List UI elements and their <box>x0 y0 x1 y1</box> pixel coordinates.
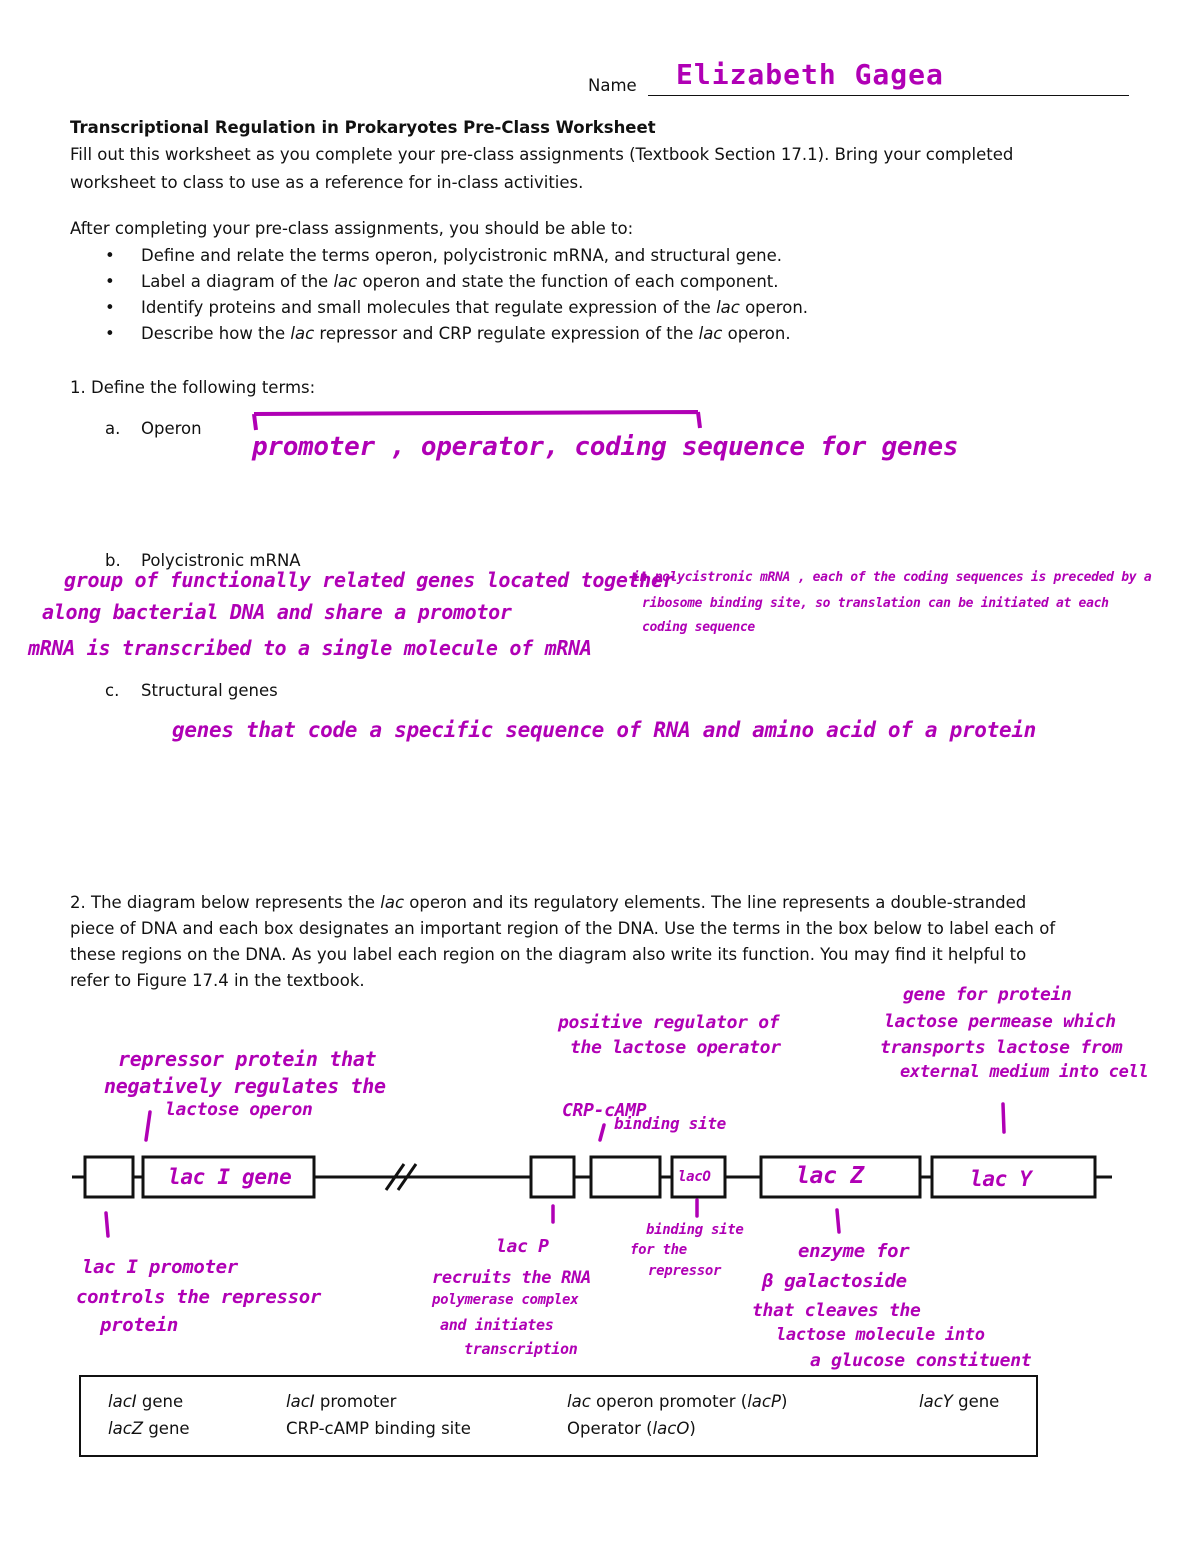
q1a-letter: a. <box>105 419 121 438</box>
objectives-heading: After completing your pre-class assignments, you should be able to: <box>70 219 634 238</box>
enzyme-note-5: a glucose constituent <box>810 1350 1032 1371</box>
italic-gene-symbol: lac <box>698 324 723 343</box>
text-segment: operon promoter ( <box>590 1392 748 1411</box>
intro-line-2: worksheet to class to use as a reference for in-class activities. <box>70 173 584 192</box>
text-segment: ) <box>780 1392 788 1411</box>
enzyme-note-3: that cleaves the <box>752 1300 921 1321</box>
operator-note-2: for the <box>630 1242 687 1258</box>
lacp-box <box>531 1157 574 1197</box>
text-segment: promoter <box>314 1392 397 1411</box>
positive-regulator-note-1: positive regulator of <box>558 1012 780 1033</box>
lacp-note-2: recruits the RNA <box>432 1268 591 1288</box>
crp-note-1: CRP-cAMP <box>562 1100 647 1121</box>
italic-gene-symbol: lac <box>290 324 315 343</box>
q1c-letter: c. <box>105 681 120 700</box>
q1b-term: Polycistronic mRNA <box>141 551 301 570</box>
q1b-answer-right-3: coding sequence <box>642 620 755 635</box>
italic-gene-symbol: lac <box>333 272 358 291</box>
italic-gene-symbol: lacZ <box>108 1419 144 1438</box>
text-segment: 2. The diagram below represents the <box>70 893 381 912</box>
term-crp-camp-binding-site <box>286 1419 471 1438</box>
term-lac-operon-promoter <box>567 1392 787 1411</box>
operator-note-1: binding site <box>646 1222 744 1238</box>
term-lacy-gene <box>919 1392 999 1411</box>
q1c-answer: genes that code a specific sequence of RNA and amino acid of a protein <box>172 718 1037 742</box>
lacp-note-5: transcription <box>464 1340 578 1358</box>
page-title: Transcriptional Regulation in Prokaryotes Pre-Class Worksheet <box>70 118 656 137</box>
positive-regulator-note-2: the lactose operator <box>570 1037 781 1058</box>
laci-promoter-note-2: controls the repressor <box>76 1286 322 1308</box>
text-segment: Define and relate the terms operon, polycistronic mRNA, and structural gene. <box>141 246 783 265</box>
name-label: Name <box>588 76 637 95</box>
text-segment: Identify proteins and small molecules that regulate expression of the <box>141 298 717 317</box>
term-laci-gene <box>108 1392 183 1411</box>
permease-note-1: gene for protein <box>903 984 1072 1005</box>
term-laci-promoter <box>286 1392 396 1411</box>
permease-note-4: external medium into cell <box>900 1062 1149 1082</box>
text-segment: Operator ( <box>567 1419 653 1438</box>
text-segment: operon. <box>739 298 809 317</box>
term-lacz-gene <box>108 1419 190 1438</box>
lacp-note-3: polymerase complex <box>432 1292 579 1308</box>
text-segment: Label a diagram of the <box>141 272 334 291</box>
italic-gene-symbol: lacO <box>652 1419 690 1438</box>
text-segment: operon and state the function of each component. <box>357 272 779 291</box>
student-name: Elizabeth Gagea <box>676 58 944 91</box>
q1b-letter: b. <box>105 551 121 570</box>
italic-gene-symbol: lacY <box>919 1392 953 1411</box>
text-segment: CRP-cAMP binding site <box>286 1419 471 1438</box>
lacp-note-4: and initiates <box>440 1316 554 1334</box>
q1a-answer: promoter , operator, coding sequence for genes <box>252 432 959 462</box>
text-segment: gene <box>952 1392 1000 1411</box>
italic-gene-symbol: lac <box>716 298 740 317</box>
enzyme-note-2: β galactoside <box>762 1270 907 1292</box>
q1b-answer-left-1: group of functionally related genes located together <box>64 568 675 592</box>
text-segment: repressor and CRP regulate expression of the <box>314 324 699 343</box>
lacp-note-1: lac P <box>496 1236 549 1257</box>
italic-gene-symbol: lac <box>380 893 405 912</box>
lacz-label: lac Z <box>796 1163 864 1189</box>
q1b-answer-right-1: in polycistronic mRNA , each of the coding sequences is preceded by a <box>632 570 1152 585</box>
term-operator <box>567 1419 696 1438</box>
operator-note-3: repressor <box>648 1263 722 1279</box>
enzyme-note-1: enzyme for <box>798 1240 910 1262</box>
italic-gene-symbol: lac <box>567 1392 591 1411</box>
text-segment: Describe how the <box>141 324 291 343</box>
permease-note-3: transports lactose from <box>880 1037 1123 1058</box>
repressor-note-3: lactose operon <box>165 1099 313 1120</box>
q1c-term: Structural genes <box>141 681 278 700</box>
q1a-term: Operon <box>141 419 202 438</box>
text-segment: gene <box>143 1419 190 1438</box>
laci-gene-label: lac I gene <box>168 1165 292 1189</box>
term-bank-box <box>79 1375 1038 1457</box>
intro-line-1: Fill out this worksheet as you complete your pre-class assignments (Textbook Section 17.1). Bring your completed <box>70 145 1014 164</box>
text-segment: refer to Figure 17.4 in the textbook. <box>70 971 365 990</box>
repressor-note-1: repressor protein that <box>118 1047 377 1071</box>
enzyme-note-4: lactose molecule into <box>776 1325 985 1345</box>
crp-binding-box <box>591 1157 660 1197</box>
text-segment: operon and its regulatory elements. The line represents a double-stranded <box>404 893 1027 912</box>
q1b-answer-left-3: mRNA is transcribed to a single molecule of mRNA <box>28 636 592 660</box>
text-segment: piece of DNA and each box designates an important region of the DNA. Use the terms in the box below to label each of <box>70 919 1056 938</box>
italic-gene-symbol: lacP <box>747 1392 781 1411</box>
q1-prompt: 1. Define the following terms: <box>70 378 316 397</box>
italic-gene-symbol: lacI <box>108 1392 137 1411</box>
italic-gene-symbol: lacI <box>286 1392 315 1411</box>
text-segment: gene <box>136 1392 184 1411</box>
repressor-note-2: negatively regulates the <box>104 1074 386 1098</box>
laci-promoter-note-3: protein <box>100 1314 178 1336</box>
text-segment: these regions on the DNA. As you label each region on the diagram also write its function. You may find it helpful to <box>70 945 1027 964</box>
crp-note-2: binding site <box>614 1114 726 1133</box>
text-segment: ) <box>689 1419 696 1438</box>
laci-promoter-box <box>85 1157 133 1197</box>
laco-label: lacO <box>678 1169 711 1185</box>
q1b-answer-right-2: ribosome binding site, so translation can be initiated at each <box>642 596 1109 611</box>
permease-note-2: lactose permease which <box>884 1011 1116 1032</box>
text-segment: operon. <box>722 324 791 343</box>
lacy-label: lac Y <box>970 1167 1032 1191</box>
laci-promoter-note-1: lac I promoter <box>82 1256 238 1278</box>
q1b-answer-left-2: along bacterial DNA and share a promotor <box>42 600 512 624</box>
